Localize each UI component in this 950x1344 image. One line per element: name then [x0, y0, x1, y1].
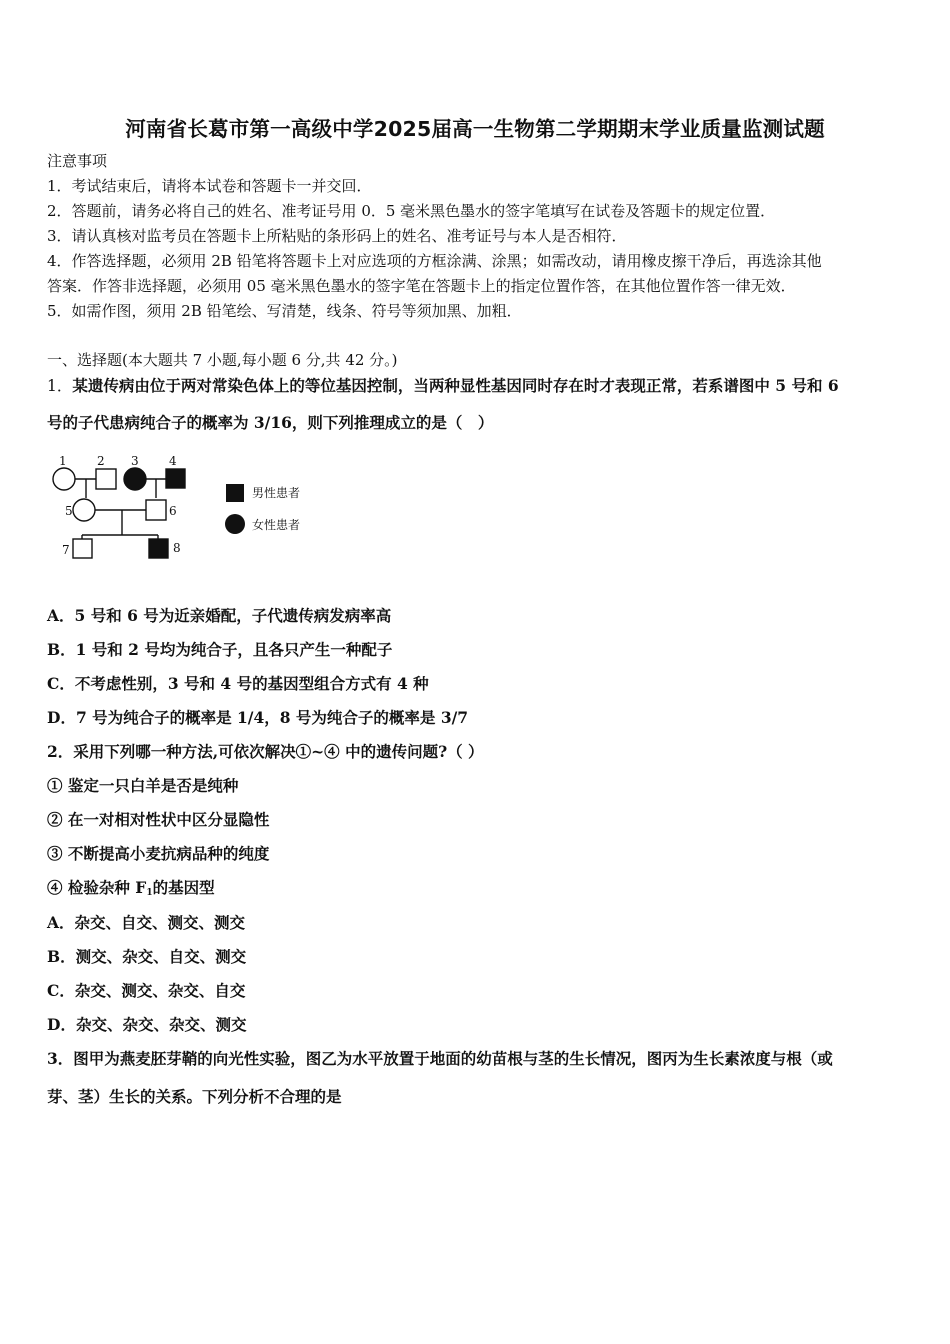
label-5: 5 [65, 504, 73, 518]
notice-item: 4．作答选择题，必须用 2B 铅笔将答题卡上对应选项的方框涂满、涂黑；如需改动，请用橡皮擦干净后，再选涂其他 [47, 252, 822, 270]
q2-option-a: A．杂交、自交、测交、测交 [47, 913, 246, 932]
individual-6-male [146, 500, 166, 520]
q1-option-d: D．7 号为纯合子的概率是 1/4，8 号为纯合子的概率是 3/7 [47, 708, 469, 727]
individual-8-affected-male [149, 539, 168, 558]
q3-stem-line1: 3．图甲为燕麦胚芽鞘的向光性实验，图乙为水平放置于地面的幼苗根与茎的生长情况，图丙为生长素浓度与根（或 [47, 1049, 833, 1068]
q1-option-c: C．不考虑性别，3 号和 4 号的基因型组合方式有 4 种 [47, 674, 429, 693]
exam-title: 河南省长葛市第一高级中学2025届高一生物第二学期期末学业质量监测试题 [125, 117, 825, 141]
label-1: 1 [59, 454, 67, 468]
individual-2-male [96, 469, 116, 489]
q1-option-a: A．5 号和 6 号为近亲婚配，子代遗传病发病率高 [47, 606, 392, 625]
legend-male-label: 男性患者 [252, 486, 301, 500]
q2-item-4-suffix: 的基因型 [152, 878, 215, 897]
label-6: 6 [169, 504, 177, 518]
notice-item: 5．如需作图，须用 2B 铅笔绘、写清楚，线条、符号等须加黑、加粗． [47, 302, 522, 320]
label-7: 7 [62, 543, 70, 557]
q3-stem-line2: 芽、茎）生长的关系。下列分析不合理的是 [47, 1087, 342, 1106]
q2-option-b: B．测交、杂交、自交、测交 [47, 947, 247, 966]
q2-item-2: ② 在一对相对性状中区分显隐性 [47, 810, 270, 829]
q2-item-4 [47, 878, 215, 903]
q2-item-4-prefix: ④ 检验杂种 F [47, 878, 147, 897]
q2-item-3: ③ 不断提高小麦抗病品种的纯度 [47, 844, 270, 863]
q2-item-4-subscript: 1 [146, 888, 153, 898]
individual-4-affected-male [166, 469, 185, 488]
notice-item: 答案．作答非选择题，必须用 05 毫米黑色墨水的签字笔在答题卡上的指定位置作答，在其他位置作答一律无效． [47, 277, 796, 295]
notice-item: 3．请认真核对监考员在答题卡上所粘贴的条形码上的姓名、准考证号与本人是否相符． [47, 227, 627, 245]
individual-1-female [53, 468, 75, 490]
label-2: 2 [97, 454, 105, 468]
notice-item: 1．考试结束后，请将本试卷和答题卡一并交回． [47, 177, 372, 195]
section-heading: 一、选择题(本大题共 7 小题,每小题 6 分,共 42 分。) [47, 351, 398, 369]
label-4: 4 [169, 454, 177, 468]
q2-item-1: ① 鉴定一只白羊是否是纯种 [47, 776, 239, 795]
q1-option-b: B．1 号和 2 号均为纯合子，且各只产生一种配子 [47, 640, 393, 659]
legend-female-label: 女性患者 [252, 518, 301, 532]
q2-option-c: C．杂交、测交、杂交、自交 [47, 981, 246, 1000]
q1-stem-line2: 号的子代患病纯合子的概率为 3/16，则下列推理成立的是（ ） [47, 413, 494, 432]
label-3: 3 [131, 454, 139, 468]
legend-female-symbol [225, 514, 245, 534]
individual-5-female [73, 499, 95, 521]
q1-stem-line1 [47, 376, 839, 396]
pedigree-chart [45, 448, 325, 563]
legend-male-symbol [226, 484, 244, 502]
q2-option-d: D．杂交、杂交、杂交、测交 [47, 1015, 247, 1034]
notice-item: 2．答题前，请务必将自己的姓名、准考证号用 0．5 毫米黑色墨水的签字笔填写在试卷及答题卡的规定位置． [47, 202, 776, 220]
individual-7-male [73, 539, 92, 558]
q1-number: 1． [47, 377, 73, 395]
q2-stem: 2．采用下列哪一种方法,可依次解决①~④ 中的遗传问题?（ ） [47, 742, 484, 761]
label-8: 8 [173, 541, 181, 555]
q1-stem-text: 某遗传病由位于两对常染色体上的等位基因控制，当两种显性基因同时存在时才表现正常，若系谱图中 5 号和 6 [72, 376, 839, 395]
individual-3-affected-female [124, 468, 146, 490]
notice-heading: 注意事项 [47, 152, 108, 170]
